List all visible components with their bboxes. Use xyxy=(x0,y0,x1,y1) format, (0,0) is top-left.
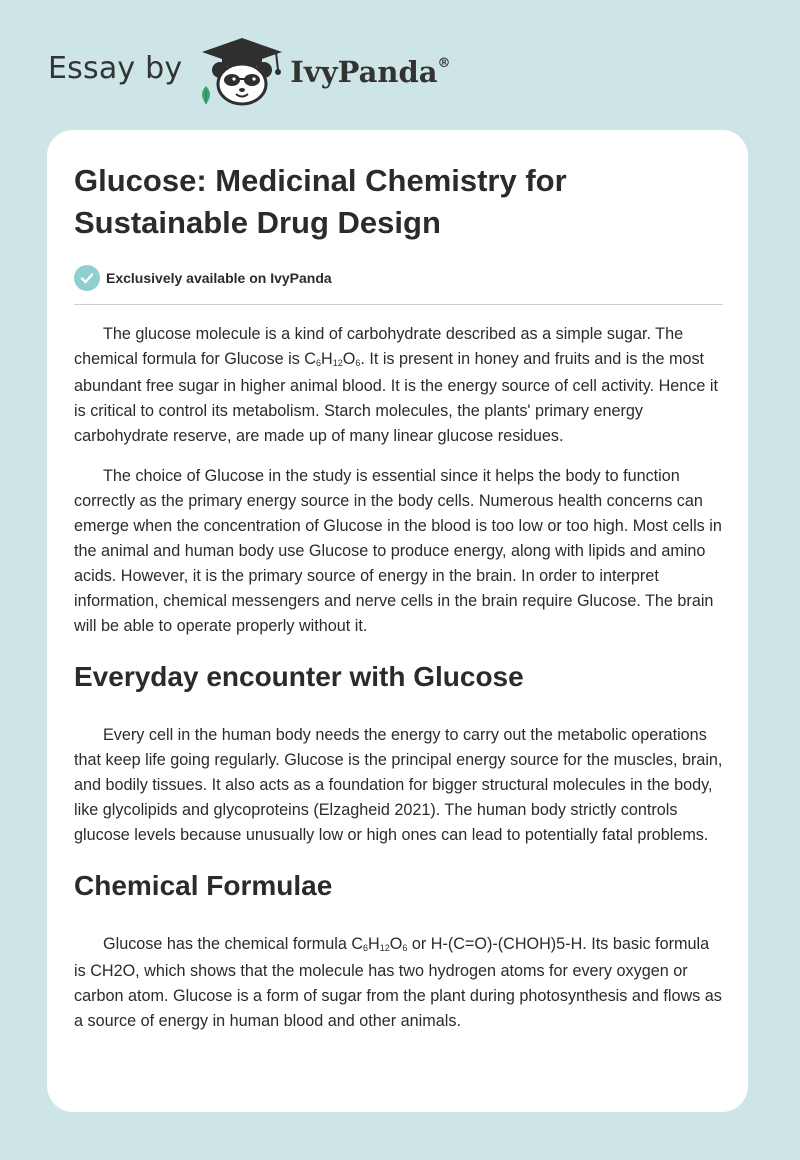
site-header xyxy=(48,36,451,108)
article-title: Glucose: Medicinal Chemistry for Sustainable Drug Design xyxy=(74,163,567,240)
paragraph-2: The choice of Glucose in the study is essential since it helps the body to function correctly as the primary energy source in the body cells. Numerous health concerns can emerge when the concentration of Glucose in the blood is too low or too high. Most cells in the animal and human body use Glucose to produce energy, along with lipids and amino acids. However, it is the primary source of energy in the brain. In order to interpret information, chemical messengers and nerve cells in the brain require Glucose. The brain will be able to operate properly without it. xyxy=(74,467,722,635)
article-card xyxy=(47,130,748,1112)
divider xyxy=(74,304,723,305)
exclusive-badge xyxy=(74,264,723,292)
paragraph-1: The glucose molecule is a kind of carbohydrate described as a simple sugar. The chemical formula for Glucose is $C_6H_{12}O_6$. It is present in honey and fruits and is the most abundant free sugar in higher animal blood. It is the energy source of cell activity. Hence it is critical to control its metabolism. Starch molecules, the plants' primary energy carbohydrate reserve, are made up of many linear glucose residues. xyxy=(74,325,718,445)
brand-name[interactable]: IvyPanda® xyxy=(290,55,451,89)
exclusive-badge-label: Exclusively available on IvyPanda xyxy=(106,270,332,286)
essay-by-label: Essay by xyxy=(48,50,183,86)
panda-logo-icon[interactable] xyxy=(196,36,288,108)
check-icon xyxy=(74,265,100,291)
paragraph-4: Glucose has the chemical formula $C_6H_{12}O_6$ or H-(C=O)-(CHOH)5-H. Its basic formula is CH2O, which shows that the molecule has two hydrogen atoms for every oxygen or carbon atom. Glucose is a form of sugar from the plant during photosynthesis and flows as a source of energy in human blood and other animals. xyxy=(74,935,722,1030)
section-heading-everyday: Everyday encounter with Glucose xyxy=(74,661,524,692)
section-heading-formulae: Chemical Formulae xyxy=(74,870,333,901)
paragraph-3: Every cell in the human body needs the energy to carry out the metabolic operations that keep life going regularly. Glucose is the principal energy source for the muscles, brain, and bodily tissues. It also acts as a foundation for bigger structural molecules in the body, like glycolipids and glycoproteins (Elzagheid 2021). The human body strictly controls glucose levels because unusually low or high ones can lead to potentially fatal problems. xyxy=(74,726,723,844)
